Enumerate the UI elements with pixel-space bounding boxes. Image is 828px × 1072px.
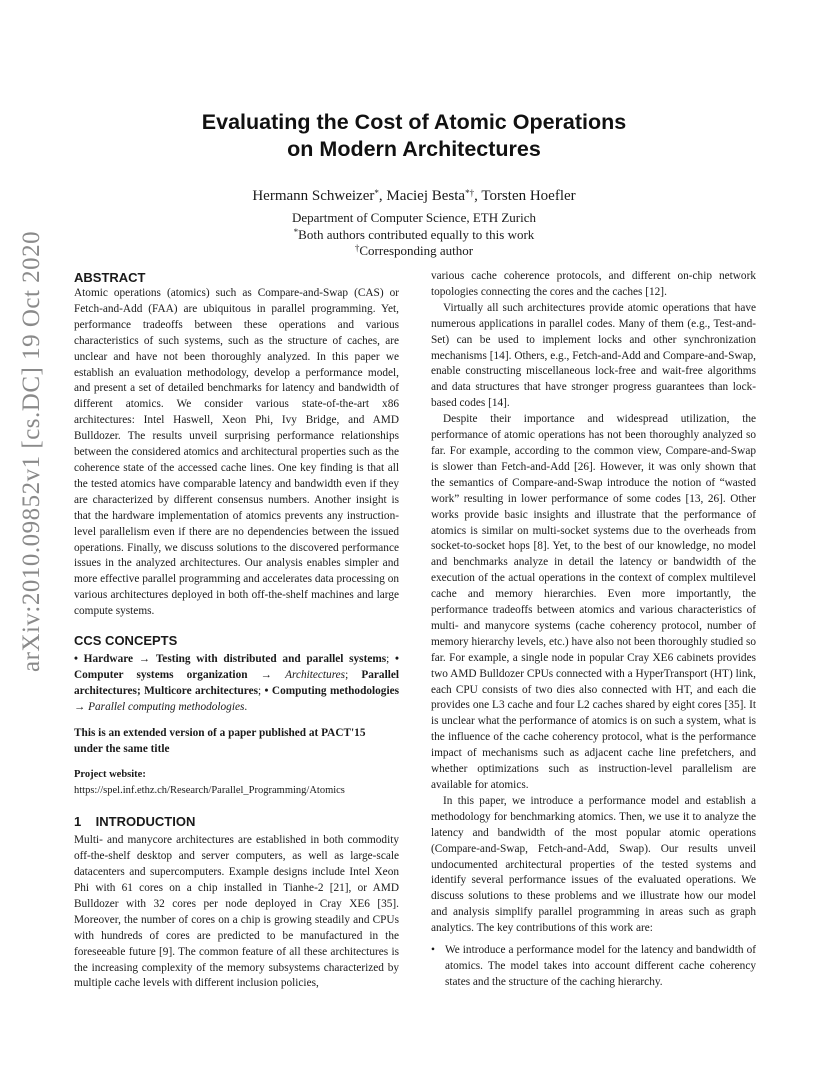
- title-line-2: on Modern Architectures: [287, 137, 541, 161]
- intro-paragraph-4: In this paper, we introduce a performance model and establish a methodology for benchmarking atomics. Then, we use it to analyze the latency and bandwidth of the most popular atomic operations (Compare-and-Swap, Fetch-and-Add, Swap). Our results unveil undocumented architectural properties of the tested systems and identify several performance issues of the evaluated operations. We discuss solutions to these problems and we illustrate how our model and analysis simplify parallel programming in areas such as graph analytics. The key contributions of this work are:: [431, 794, 756, 935]
- corresponding-note: †Corresponding author: [354, 243, 474, 258]
- intro-paragraph-1-cont: various cache coherence protocols, and different on-chip network topologies connecting the cores and the caches [12].: [431, 270, 756, 298]
- ccs-concepts: • Hardware → Testing with distributed and parallel systems; • Computer systems organization → Architectures; Parallel architectures; Multicore architectures; • Computing methodologies → Parallel computing methodologies.: [74, 653, 400, 713]
- author-1: Hermann Schweizer: [252, 188, 375, 204]
- author-2-mark: *†: [465, 188, 475, 198]
- title-line-1: Evaluating the Cost of Atomic Operations: [201, 110, 627, 134]
- author-1-mark: *: [374, 188, 379, 198]
- extended-version-note: This is an extended version of a paper published at PACT'15 under the same title: [74, 726, 366, 755]
- intro-paragraph-1: Multi- and manycore architectures are established in both commodity off-the-shelf desktop and server computers, as well as large-scale datacenters and supercomputers. Example designs include Intel Xeon Phi with 61 cores on a chip installed in Tianhe-2 [21], or AMD Bulldozer with 32 cores per node deployed in Cray XE6 [35]. Moreover, the number of cores on a chip is growing steadily and CPUs with hundreds of cores are predicted to be manufactured in the foreseeable future [9]. The common feature of all these architectures is the increasing complexity of the memory subsystems characterized by multiple cache levels with different inclusion policies,: [74, 834, 399, 990]
- equal-contribution-note: *Both authors contributed equally to this work: [293, 226, 535, 242]
- intro-paragraph-3: Despite their importance and widespread utilization, the performance of atomic operations has not been thoroughly analyzed so far. For example, according to the common view, Compare-and-Swap is slower than Fetch-and-Add [26]. However, it was only shown that the semantics of Compare-and-Swap introduce the notion of “wasted work” resulting in lower performance of some codes [13, 26]. Other works provide basic insights and illustrate that the performance of atomics is similar on multi-socket systems due to the overheads from socket-to-socket hops [8]. Yet, to the best of our knowledge, no model and benchmarks analyze in detail the latency or bandwidth of the execution of the actual operations in the context of complex multilevel cache and memory hierarchies. Even more importantly, the performance tradeoffs between atomics and various characteristics of multi- and manycore systems (cache coherency protocol, number of memory hierarchy levels, etc.) have also not been thoroughly studied so far. For example, a single node in popular Cray XE6 cabinets provides two AMD Bulldozer CPUs connected with a HyperTransport (HT) link, each CPU consists of two dies also connected with HT, and each die provides one L3 cache and four L2 caches shared by eight cores [35]. It is unclear what the performance of atomics is on such a system, what is the influence of the cache coherency protocol, what is the performance impact of mechanisms such as adjacent cache line prefetchers, and whether optimizations such as instruction-level parallelism are available for atomics.: [431, 413, 757, 791]
- paper-title: [0, 109, 828, 163]
- affiliations: [0, 210, 828, 260]
- bullet-icon: •: [431, 944, 435, 957]
- arxiv-stamp: arXiv:2010.09852v1 [cs.DC] 19 Oct 2020: [18, 230, 45, 672]
- affiliation: Department of Computer Science, ETH Zurich: [291, 210, 537, 225]
- authors: [0, 187, 828, 205]
- author-3: , Torsten Hoefler: [474, 188, 576, 204]
- author-2: , Maciej Besta: [378, 188, 466, 204]
- project-label: Project website:: [74, 769, 146, 781]
- left-column: [74, 269, 399, 992]
- intro-heading: 1 INTRODUCTION: [74, 814, 196, 830]
- project-url[interactable]: https://spel.inf.ethz.ch/Research/Parallel_Programming/Atomics: [74, 785, 345, 797]
- contribution-bullet-1: • We introduce a performance model for the latency and bandwidth of atomics. The model takes into account different cache coherency states and the structure of the caching hierarchy.: [431, 944, 756, 988]
- abstract-heading: ABSTRACT: [74, 270, 146, 285]
- right-column: [431, 269, 756, 991]
- ccs-heading: CCS CONCEPTS: [74, 633, 178, 649]
- abstract-text: Atomic operations (atomics) such as Compare-and-Swap (CAS) or Fetch-and-Add (FAA) are ubiquitous in parallel programming. Yet, performance tradeoffs between these operations and various characteristics of such systems, such as the structure of caches, are unclear and have not been thoroughly analyzed. In this paper we establish an evaluation methodology, develop a performance model, and present a set of detailed benchmarks for latency and bandwidth of different atomics. We consider various state-of-the-art x86 architectures: Intel Haswell, Xeon Phi, Ivy Bridge, and AMD Bulldozer. The results unveil surprising performance relationships between the considered atomics and architectural properties such as the coherence state of the accessed cache lines. One key finding is that all the tested atomics have comparable latency and bandwidth even if they are characterized by different consensus numbers. Another insight is that the hardware implementation of atomics prevents any instruction-level parallelism even if there are no dependencies between the issued operations. Finally, we discuss solutions to the discovered performance issues in the analyzed architectures. Our analysis enables simpler and more effective parallel programming and accelerates data processing on various architectures deployed in both off-the-shelf machines and large compute systems.: [74, 287, 399, 618]
- intro-paragraph-2: Virtually all such architectures provide atomic operations that have numerous applications in parallel codes. Many of them (e.g., Test-and-Set) can be used to implement locks and other synchronization mechanisms [14]. Others, e.g., Fetch-and-Add and Compare-and-Swap, enable constructing miscellaneous lock-free and wait-free algorithms and data structures that have stronger progress guarantees than lock-based codes [14].: [431, 301, 756, 410]
